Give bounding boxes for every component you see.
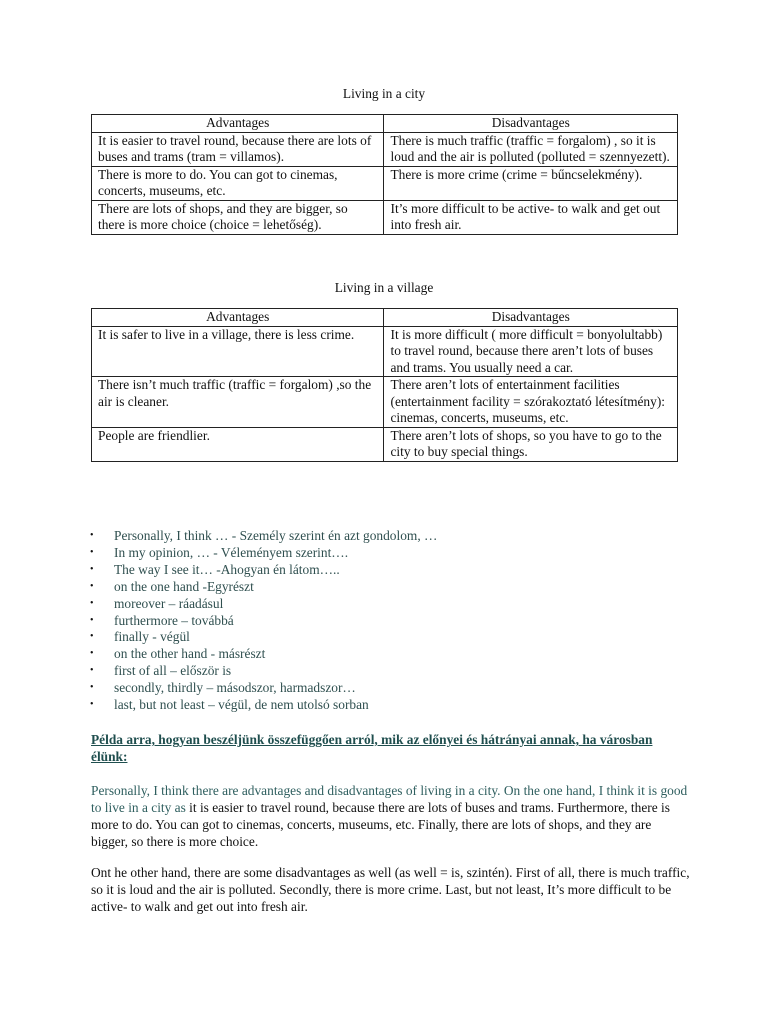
bullet-icon: • [90, 631, 94, 643]
list-item-text: Personally, I think … - Személy szerint én azt gondolom, … [114, 528, 438, 543]
bullet-icon: • [90, 597, 94, 609]
city-table-title: Living in a city [342, 86, 426, 101]
bullet-icon: • [90, 614, 94, 626]
bullet-icon: • [90, 563, 94, 575]
paragraph-1-text: it is easier to travel round, because there are lots of buses and trams. Furthermore, there is more to do. You can got to cinemas, concerts, museums, etc. Finally, there are lots of shops, and they are bigger, so there is more choice. [91, 800, 670, 849]
list-item-text: secondly, thirdly – másodszor, harmadszor… [114, 680, 356, 696]
list-item [90, 663, 437, 680]
list-item [90, 613, 437, 630]
list-item [90, 545, 437, 562]
list-item [90, 579, 437, 596]
bullet-icon: • [90, 648, 94, 660]
bullet-icon: • [90, 546, 94, 558]
table-cell: There is more to do. You can got to cinemas, concerts, museums, etc. [92, 166, 384, 200]
table-cell: It’s more difficult to be active- to walk and get out into fresh air. [384, 200, 678, 234]
list-item-text: moreover – ráadásul [114, 595, 224, 611]
table-cell: There is much traffic (traffic = forgalom) , so it is loud and the air is polluted (polluted = szennyezett). [384, 132, 678, 166]
table-row [92, 166, 678, 200]
list-item-text: last, but not least – végül, de nem utolsó sorban [114, 697, 369, 713]
list-item-text: furthermore – továbbá [114, 612, 234, 628]
table-cell: There aren’t lots of entertainment facilities (entertainment facility = szórakoztató létesítmény): cinemas, concerts, museums, etc. [384, 377, 678, 428]
list-item-text: The way I see it… -Ahogyan én látom….. [114, 561, 340, 577]
table-cell: It is safer to live in a village, there is less crime. [92, 326, 384, 377]
list-item [90, 629, 437, 646]
bullet-icon: • [90, 580, 94, 592]
column-header-disadvantages: Disadvantages [384, 115, 678, 133]
table-header-row [92, 115, 678, 133]
table-row [92, 326, 678, 377]
list-item-text: first of all – először is [114, 663, 232, 679]
table-cell: There isn’t much traffic (traffic = forgalom) ,so the air is cleaner. [92, 377, 384, 428]
table-cell: People are friendlier. [92, 427, 384, 461]
list-item-text: finally - végül [114, 629, 190, 645]
table-row [92, 200, 678, 234]
village-table [91, 308, 678, 462]
list-item-text: In my opinion, … - Véleményem szerint…. [114, 544, 349, 560]
example-heading: Példa arra, hogyan beszéljünk összefüggően arról, mik az előnyei és hátrányai annak, ha városban élünk: [91, 732, 653, 764]
list-item [90, 528, 437, 545]
table-cell: There are lots of shops, and they are bigger, so there is more choice (choice = lehetőség). [92, 200, 384, 234]
table-header-row [92, 309, 678, 327]
phrase-list [90, 528, 437, 714]
village-table-title: Living in a village [334, 280, 434, 295]
list-item [90, 562, 437, 579]
bullet-icon: • [90, 699, 94, 711]
example-paragraph-2: Ont he other hand, there are some disadvantages as well (as well = is, szintén). First of all, there is much traffic, so it is loud and the air is polluted. Secondly, there is more crime. Last, but not least, It’s more difficult to be active- to walk and get out into fresh air. [91, 865, 690, 914]
list-item [90, 646, 437, 663]
bullet-icon: • [90, 682, 94, 694]
table-row [92, 132, 678, 166]
table-cell: There aren’t lots of shops, so you have to go to the city to buy special things. [384, 427, 678, 461]
table-cell: It is more difficult ( more difficult = bonyolultabb) to travel round, because there aren’t lots of buses and trams. You usually need a car. [384, 326, 678, 377]
city-table [91, 114, 678, 235]
column-header-disadvantages: Disadvantages [384, 309, 678, 327]
bullet-icon: • [90, 530, 94, 541]
list-item [90, 680, 437, 697]
column-header-advantages: Advantages [92, 309, 384, 327]
list-item-text: on the other hand - másrészt [114, 646, 266, 662]
table-cell: It is easier to travel round, because there are lots of buses and trams (tram = villamos). [92, 132, 384, 166]
example-paragraph-1 [91, 782, 691, 850]
bullet-icon: • [90, 665, 94, 677]
column-header-advantages: Advantages [92, 115, 384, 133]
table-cell: There is more crime (crime = bűncselekmény). [384, 166, 678, 200]
table-row [92, 427, 678, 461]
table-row [92, 377, 678, 428]
list-item [90, 596, 437, 613]
list-item [90, 697, 437, 714]
list-item-text: on the one hand -Egyrészt [114, 578, 254, 594]
paragraph-1-teal-text: Personally, I think there are advantages and disadvantages of living in a city. On the one hand, I think it is good to live in a city as [91, 783, 688, 815]
